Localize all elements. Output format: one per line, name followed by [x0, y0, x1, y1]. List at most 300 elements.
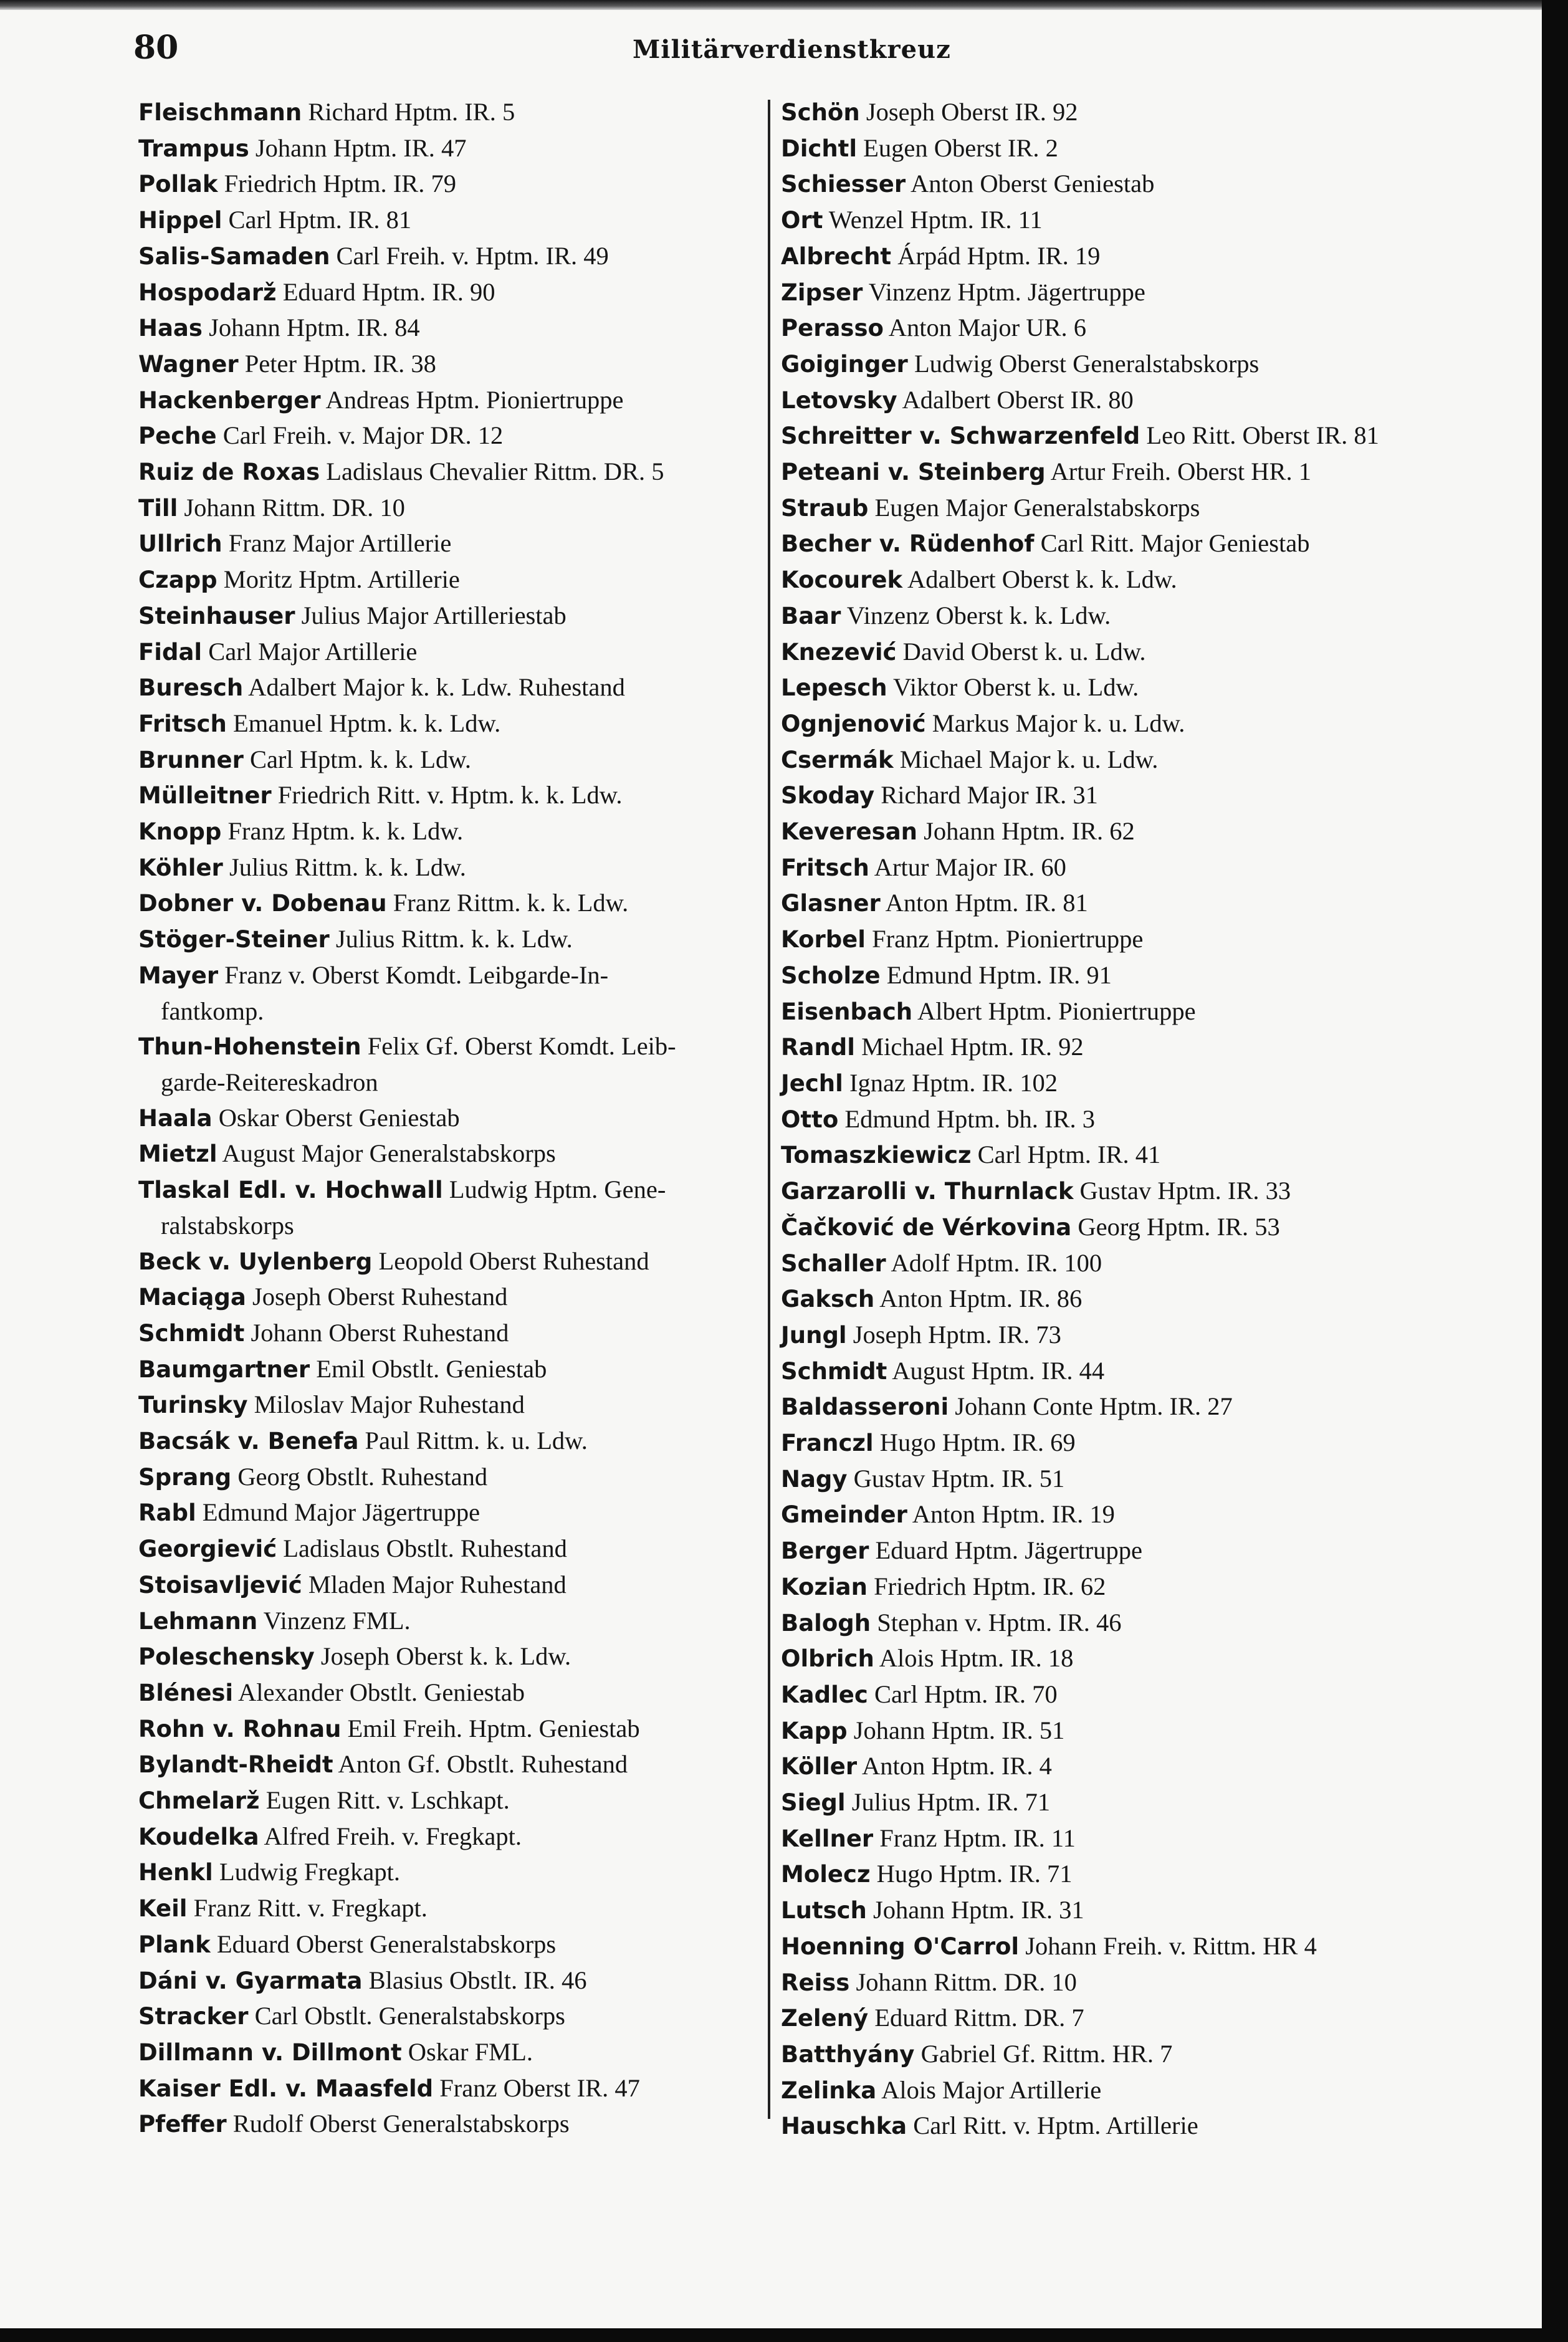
honoree-entry	[781, 1317, 1413, 1354]
honoree-surname: Buresch	[138, 674, 244, 702]
honoree-surname: Lepesch	[781, 674, 887, 702]
honoree-details: Franz Hptm. Pioniertruppe	[872, 925, 1144, 954]
honoree-entry	[138, 1567, 765, 1604]
honoree-entry	[781, 1785, 1413, 1821]
honoree-details: Franz Major Artillerie	[228, 529, 452, 558]
honoree-entry	[138, 1316, 765, 1352]
honoree-surname: Keveresan	[781, 818, 918, 846]
honoree-surname: Kozian	[781, 1573, 868, 1600]
honoree-entry	[138, 1531, 765, 1567]
honoree-details: Friedrich Ritt. v. Hptm. k. k. Ldw.	[277, 781, 623, 810]
honoree-details: Johann Hptm. IR. 47	[255, 133, 467, 162]
honoree-surname: Jungl	[781, 1321, 847, 1349]
honoree-surname: Becher v. Rüdenhof	[781, 530, 1035, 558]
honoree-entry	[138, 490, 765, 527]
honoree-entry	[138, 1891, 765, 1927]
honoree-surname: Batthyány	[781, 2040, 915, 2068]
honoree-entry	[138, 1495, 765, 1531]
honoree-surname: Randl	[781, 1034, 855, 1061]
honoree-entry	[138, 814, 765, 850]
honoree-entry	[138, 1604, 765, 1640]
honoree-details: garde-Reitereskadron	[161, 1068, 378, 1096]
honoree-entry	[781, 1137, 1413, 1173]
honoree-surname: Mülleitner	[138, 782, 272, 810]
honoree-entry	[781, 706, 1413, 742]
honoree-entry	[138, 2071, 765, 2107]
right-column	[781, 95, 1413, 2144]
honoree-surname: Zelený	[781, 2005, 869, 2032]
honoree-details: Franz Rittm. k. k. Ldw.	[393, 889, 629, 917]
honoree-details: Johann Rittm. DR. 10	[184, 493, 405, 522]
honoree-entry	[781, 1677, 1413, 1713]
honoree-entry	[138, 958, 765, 994]
honoree-entry	[781, 1713, 1413, 1749]
honoree-surname: Gmeinder	[781, 1501, 907, 1529]
honoree-surname: Salis-Samaden	[138, 242, 330, 270]
honoree-details: Carl Hptm. IR. 81	[228, 206, 412, 234]
honoree-surname: Steinhauser	[138, 602, 295, 629]
honoree-details: Peter Hptm. IR. 38	[244, 349, 436, 378]
honoree-surname: Köhler	[138, 854, 223, 881]
honoree-details: Johann Oberst Ruhestand	[251, 1318, 509, 1347]
honoree-details: Andreas Hptm. Pioniertruppe	[325, 385, 624, 414]
honoree-entry	[781, 670, 1413, 706]
honoree-details: Joseph Oberst IR. 92	[866, 98, 1078, 126]
honoree-surname: Ruiz de Roxas	[138, 459, 320, 486]
honoree-entry	[781, 131, 1413, 167]
honoree-entry	[781, 2073, 1413, 2109]
honoree-details: Ludwig Fregkapt.	[219, 1858, 401, 1886]
honoree-surname: Korbel	[781, 926, 866, 954]
honoree-entry	[781, 778, 1413, 814]
honoree-entry	[138, 526, 765, 562]
honoree-surname: Till	[138, 494, 178, 522]
honoree-entry	[138, 347, 765, 383]
honoree-details: Ladislaus Obstlt. Ruhestand	[283, 1534, 567, 1563]
honoree-entry	[781, 1533, 1413, 1569]
honoree-details: Johann Hptm. IR. 31	[873, 1896, 1084, 1924]
honoree-details: Georg Hptm. IR. 53	[1078, 1212, 1280, 1241]
honoree-surname: Fleischmann	[138, 99, 302, 126]
honoree-surname: Kapp	[781, 1717, 848, 1744]
honoree-surname: Gaksch	[781, 1286, 875, 1313]
honoree-details: Rudolf Oberst Generalstabskorps	[232, 2110, 570, 2138]
honoree-details: August Major Generalstabskorps	[222, 1139, 556, 1168]
honoree-details: Anton Hptm. IR. 4	[862, 1752, 1052, 1780]
honoree-entry	[781, 922, 1413, 958]
honoree-entry	[781, 2108, 1413, 2144]
honoree-entry	[781, 598, 1413, 634]
honoree-entry	[138, 778, 765, 814]
honoree-entry	[138, 1279, 765, 1316]
honoree-details: Johann Hptm. IR. 51	[853, 1716, 1065, 1744]
honoree-entry	[781, 1461, 1413, 1498]
honoree-details: Johann Rittm. DR. 10	[856, 1967, 1077, 1996]
honoree-surname: Hippel	[138, 207, 222, 234]
honoree-details: Vinzenz Hptm. Jägertruppe	[868, 277, 1145, 306]
honoree-details: Eduard Oberst Generalstabskorps	[216, 1929, 557, 1958]
page-number: 80	[133, 29, 179, 67]
honoree-entry	[138, 383, 765, 419]
honoree-surname: Czapp	[138, 566, 218, 594]
honoree-details: Anton Major UR. 6	[888, 313, 1087, 342]
honoree-entry	[781, 994, 1413, 1030]
honoree-entry	[781, 275, 1413, 311]
honoree-surname: Sprang	[138, 1463, 232, 1491]
honoree-surname: Baumgartner	[138, 1355, 310, 1383]
honoree-entry	[781, 1389, 1413, 1425]
honoree-entry	[781, 1857, 1413, 1893]
honoree-surname: Lutsch	[781, 1897, 867, 1924]
honoree-details: Leo Ritt. Oberst IR. 81	[1146, 421, 1379, 450]
honoree-details: Eduard Hptm. Jägertruppe	[875, 1536, 1142, 1565]
honoree-entry	[138, 454, 765, 490]
honoree-surname: Knezević	[781, 638, 897, 666]
honoree-entry	[781, 1641, 1413, 1677]
honoree-details: Adolf Hptm. IR. 100	[891, 1248, 1102, 1277]
honoree-surname: Haas	[138, 315, 203, 342]
honoree-entry	[138, 95, 765, 131]
honoree-details: Alois Hptm. IR. 18	[879, 1644, 1074, 1673]
entry-continuation	[138, 994, 765, 1030]
honoree-surname: Chmelarž	[138, 1787, 260, 1815]
honoree-details: Artur Freih. Oberst HR. 1	[1050, 457, 1312, 486]
honoree-surname: Peteani v. Steinberg	[781, 459, 1046, 486]
honoree-surname: Schreitter v. Schwarzenfeld	[781, 423, 1140, 450]
honoree-details: Friedrich Hptm. IR. 62	[874, 1572, 1106, 1600]
honoree-entry	[781, 1569, 1413, 1605]
honoree-entry	[781, 1066, 1413, 1102]
honoree-details: Adalbert Major k. k. Ldw. Ruhestand	[248, 673, 625, 702]
honoree-entry	[138, 1136, 765, 1172]
honoree-surname: Kaiser Edl. v. Maasfeld	[138, 2075, 434, 2102]
honoree-surname: Dáni v. Gyarmata	[138, 1967, 363, 1994]
honoree-details: Anton Hptm. IR. 19	[912, 1500, 1115, 1529]
honoree-details: Markus Major k. u. Ldw.	[932, 709, 1185, 737]
honoree-surname: Goiginger	[781, 350, 908, 378]
honoree-entry	[138, 634, 765, 671]
honoree-entry	[781, 418, 1413, 454]
honoree-entry	[781, 2037, 1413, 2073]
honoree-details: ralstabskorps	[161, 1211, 294, 1240]
honoree-surname: Stracker	[138, 2003, 249, 2030]
honoree-surname: Henkl	[138, 1859, 213, 1886]
honoree-details: Viktor Oberst k. u. Ldw.	[892, 673, 1139, 702]
honoree-details: Anton Gf. Obstlt. Ruhestand	[338, 1750, 628, 1779]
honoree-details: Anton Oberst Geniestab	[910, 170, 1155, 198]
honoree-entry	[781, 1893, 1413, 1929]
honoree-entry	[138, 1927, 765, 1963]
honoree-surname: Jechl	[781, 1069, 843, 1097]
honoree-surname: Perasso	[781, 315, 884, 342]
scan-bottom-edge	[0, 2328, 1568, 2342]
honoree-surname: Kellner	[781, 1825, 874, 1852]
honoree-details: Julius Major Artilleriestab	[301, 601, 566, 629]
honoree-details: Edmund Major Jägertruppe	[202, 1498, 480, 1527]
honoree-entry	[781, 1425, 1413, 1461]
honoree-details: Blasius Obstlt. IR. 46	[368, 1966, 587, 1994]
honoree-surname: Wagner	[138, 350, 239, 378]
honoree-details: Carl Freih. v. Hptm. IR. 49	[336, 241, 609, 270]
honoree-surname: Hauschka	[781, 2113, 907, 2140]
honoree-entry	[138, 1963, 765, 1999]
honoree-details: Alois Major Artillerie	[881, 2075, 1102, 2104]
honoree-details: Anton Hptm. IR. 86	[879, 1284, 1083, 1313]
honoree-entry	[138, 1711, 765, 1747]
honoree-surname: Brunner	[138, 746, 244, 773]
honoree-entry	[781, 383, 1413, 419]
honoree-surname: Garzarolli v. Thurnlack	[781, 1178, 1074, 1205]
honoree-entry	[138, 239, 765, 275]
honoree-entry	[138, 310, 765, 347]
honoree-surname: Poleschensky	[138, 1643, 315, 1671]
honoree-details: Ludwig Oberst Generalstabskorps	[914, 349, 1260, 378]
honoree-details: Michael Hptm. IR. 92	[861, 1033, 1084, 1061]
honoree-surname: Ort	[781, 207, 823, 234]
honoree-details: Adalbert Oberst IR. 80	[902, 385, 1134, 414]
honoree-surname: Tomaszkiewicz	[781, 1142, 972, 1169]
honoree-surname: Baar	[781, 602, 841, 629]
honoree-entry	[781, 166, 1413, 203]
honoree-entry	[138, 2106, 765, 2143]
honoree-entry	[138, 1999, 765, 2035]
entry-continuation	[138, 1208, 765, 1244]
honoree-details: Paul Rittm. k. u. Ldw.	[365, 1427, 588, 1455]
honoree-surname: Turinsky	[138, 1392, 248, 1419]
honoree-entry	[781, 95, 1413, 131]
honoree-surname: Köller	[781, 1753, 858, 1780]
honoree-details: Gustav Hptm. IR. 51	[853, 1464, 1065, 1493]
honoree-surname: Zipser	[781, 279, 863, 306]
honoree-details: Carl Hptm. IR. 70	[874, 1680, 1058, 1708]
honoree-surname: Zelinka	[781, 2077, 877, 2104]
entry-continuation	[138, 1065, 765, 1101]
honoree-entry	[781, 1929, 1413, 1965]
honoree-entry	[138, 1747, 765, 1783]
honoree-surname: Baldasseroni	[781, 1393, 949, 1421]
honoree-details: Franz Hptm. IR. 11	[879, 1823, 1076, 1852]
honoree-entry	[138, 1639, 765, 1675]
honoree-entry	[138, 1819, 765, 1855]
honoree-surname: Letovsky	[781, 386, 897, 414]
honoree-entry	[138, 1387, 765, 1423]
honoree-surname: Nagy	[781, 1465, 848, 1493]
honoree-entry	[781, 454, 1413, 490]
honoree-details: Carl Hptm. k. k. Ldw.	[249, 745, 472, 773]
honoree-surname: Plank	[138, 1931, 211, 1958]
honoree-surname: Mayer	[138, 962, 219, 989]
honoree-details: Franz Ritt. v. Fregkapt.	[193, 1894, 428, 1923]
honoree-details: Oskar Oberst Geniestab	[218, 1103, 460, 1132]
honoree-surname: Koudelka	[138, 1823, 259, 1850]
honoree-entry	[138, 1244, 765, 1280]
honoree-surname: Eisenbach	[781, 998, 913, 1025]
honoree-surname: Schaller	[781, 1250, 886, 1277]
honoree-entry	[138, 886, 765, 922]
honoree-entry	[781, 1246, 1413, 1282]
honoree-surname: Bylandt-Rheidt	[138, 1751, 333, 1779]
honoree-entry	[781, 634, 1413, 671]
honoree-surname: Rabl	[138, 1499, 196, 1527]
honoree-details: Johann Hptm. IR. 62	[924, 817, 1135, 846]
honoree-details: Gabriel Gf. Rittm. HR. 7	[920, 2039, 1173, 2068]
honoree-details: Edmund Hptm. IR. 91	[886, 960, 1112, 989]
honoree-surname: Maciąga	[138, 1284, 246, 1311]
honoree-entry	[138, 1352, 765, 1388]
honoree-surname: Kadlec	[781, 1681, 868, 1708]
honoree-entry	[781, 1281, 1413, 1317]
honoree-surname: Stoisavljević	[138, 1571, 302, 1599]
honoree-entry	[138, 275, 765, 311]
honoree-details: Franz Hptm. k. k. Ldw.	[227, 817, 464, 846]
honoree-entry	[138, 1855, 765, 1891]
honoree-entry	[138, 706, 765, 742]
honoree-entry	[138, 2035, 765, 2071]
honoree-surname: Dillmann v. Dillmont	[138, 2038, 402, 2066]
honoree-surname: Rohn v. Rohnau	[138, 1715, 342, 1742]
honoree-details: Ludwig Hptm. Gene-	[449, 1175, 666, 1204]
honoree-surname: Ognjenović	[781, 710, 926, 737]
honoree-surname: Albrecht	[781, 242, 892, 270]
honoree-surname: Lehmann	[138, 1607, 258, 1635]
honoree-surname: Bacsák v. Benefa	[138, 1428, 359, 1455]
honoree-details: Mladen Major Ruhestand	[308, 1570, 566, 1599]
honoree-details: Julius Rittm. k. k. Ldw.	[335, 925, 573, 954]
honoree-surname: Blénesi	[138, 1679, 234, 1706]
honoree-details: fantkomp.	[161, 997, 264, 1025]
honoree-surname: Hackenberger	[138, 386, 321, 414]
honoree-entry	[138, 850, 765, 886]
honoree-entry	[138, 203, 765, 239]
honoree-entry	[781, 1497, 1413, 1533]
honoree-surname: Molecz	[781, 1861, 871, 1888]
honoree-surname: Ullrich	[138, 530, 222, 558]
honoree-entry	[781, 886, 1413, 922]
honoree-entry	[781, 1821, 1413, 1857]
honoree-surname: Trampus	[138, 135, 249, 162]
column-divider	[768, 100, 770, 2119]
honoree-details: Alexander Obstlt. Geniestab	[238, 1678, 525, 1706]
honoree-details: Anton Hptm. IR. 81	[885, 889, 1088, 917]
honoree-details: Georg Obstlt. Ruhestand	[237, 1462, 488, 1491]
honoree-surname: Hospodarž	[138, 279, 277, 306]
honoree-details: Joseph Oberst k. k. Ldw.	[320, 1642, 571, 1671]
honoree-surname: Dobner v. Dobenau	[138, 890, 387, 917]
honoree-details: Carl Ritt. v. Hptm. Artillerie	[913, 2111, 1198, 2140]
honoree-surname: Glasner	[781, 890, 881, 917]
honoree-details: August Hptm. IR. 44	[892, 1356, 1105, 1385]
honoree-entry	[781, 1965, 1413, 2001]
honoree-entry	[781, 1173, 1413, 1210]
running-head-title: Militärverdienstkreuz	[633, 35, 951, 64]
honoree-entry	[781, 850, 1413, 886]
honoree-details: Carl Freih. v. Major DR. 12	[222, 421, 504, 450]
honoree-surname: Schön	[781, 99, 860, 126]
honoree-surname: Fidal	[138, 638, 203, 666]
honoree-entry	[781, 239, 1413, 275]
honoree-entry	[138, 1101, 765, 1137]
honoree-entry	[138, 670, 765, 706]
honoree-details: Miloslav Major Ruhestand	[254, 1390, 525, 1419]
honoree-surname: Pfeffer	[138, 2111, 227, 2138]
honoree-entry	[781, 1030, 1413, 1066]
honoree-surname: Scholze	[781, 962, 881, 989]
honoree-entry	[138, 1172, 765, 1208]
honoree-entry	[138, 562, 765, 598]
honoree-surname: Thun-Hohenstein	[138, 1033, 361, 1061]
honoree-surname: Siegl	[781, 1789, 846, 1817]
honoree-details: Friedrich Hptm. IR. 79	[224, 170, 456, 198]
honoree-surname: Skoday	[781, 782, 875, 810]
honoree-surname: Georgiević	[138, 1536, 277, 1563]
honoree-details: Eugen Major Generalstabskorps	[874, 493, 1200, 522]
honoree-entry	[781, 562, 1413, 598]
honoree-details: Moritz Hptm. Artillerie	[223, 565, 460, 594]
honoree-entry	[781, 347, 1413, 383]
honoree-details: Hugo Hptm. IR. 69	[879, 1428, 1076, 1457]
honoree-entry	[781, 1102, 1413, 1138]
scan-right-edge	[1542, 0, 1568, 2342]
honoree-details: Emil Freih. Hptm. Geniestab	[347, 1714, 640, 1742]
honoree-details: Albert Hptm. Pioniertruppe	[917, 997, 1196, 1025]
honoree-entry	[781, 814, 1413, 850]
honoree-entry	[138, 1460, 765, 1496]
honoree-surname: Schiesser	[781, 171, 906, 198]
left-column	[138, 95, 765, 2143]
scan-top-edge	[0, 0, 1568, 10]
honoree-details: Eduard Rittm. DR. 7	[874, 2004, 1084, 2032]
honoree-details: Gustav Hptm. IR. 33	[1079, 1177, 1291, 1205]
honoree-details: Franz Oberst IR. 47	[439, 2073, 640, 2102]
honoree-details: Vinzenz Oberst k. k. Ldw.	[846, 601, 1111, 629]
honoree-entry	[781, 526, 1413, 562]
honoree-details: Ignaz Hptm. IR. 102	[849, 1068, 1058, 1097]
honoree-entry	[138, 131, 765, 167]
honoree-entry	[138, 1029, 765, 1065]
honoree-surname: Hoenning O'Carrol	[781, 1933, 1020, 1960]
honoree-surname: Franczl	[781, 1430, 874, 1457]
honoree-entry	[138, 1423, 765, 1460]
honoree-details: Carl Ritt. Major Geniestab	[1040, 529, 1310, 558]
honoree-details: Stephan v. Hptm. IR. 46	[877, 1608, 1122, 1637]
honoree-entry	[138, 1675, 765, 1711]
honoree-details: Oskar FML.	[408, 2037, 533, 2066]
honoree-surname: Balogh	[781, 1609, 871, 1637]
honoree-details: Michael Major k. u. Ldw.	[899, 745, 1159, 773]
honoree-details: Adalbert Oberst k. k. Ldw.	[907, 565, 1177, 594]
honoree-surname: Straub	[781, 494, 869, 522]
honoree-details: Joseph Oberst Ruhestand	[252, 1283, 508, 1311]
honoree-surname: Stöger-Steiner	[138, 926, 330, 954]
honoree-entry	[781, 742, 1413, 778]
honoree-entry	[138, 922, 765, 958]
honoree-surname: Pollak	[138, 171, 218, 198]
honoree-details: Edmund Hptm. bh. IR. 3	[844, 1104, 1095, 1133]
honoree-surname: Kocourek	[781, 566, 903, 594]
honoree-details: Artur Major IR. 60	[874, 853, 1066, 881]
honoree-entry	[781, 2000, 1413, 2037]
honoree-details: Julius Hptm. IR. 71	[851, 1788, 1051, 1817]
honoree-entry	[781, 490, 1413, 527]
honoree-entry	[781, 1354, 1413, 1390]
honoree-surname: Čačković de Vérkovina	[781, 1213, 1072, 1241]
honoree-details: Hugo Hptm. IR. 71	[876, 1860, 1073, 1888]
honoree-details: Wenzel Hptm. IR. 11	[828, 206, 1043, 234]
honoree-entry	[138, 1783, 765, 1819]
honoree-details: Leopold Oberst Ruhestand	[378, 1246, 649, 1275]
honoree-details: Árpád Hptm. IR. 19	[897, 241, 1101, 270]
honoree-details: Eugen Oberst IR. 2	[863, 133, 1058, 162]
